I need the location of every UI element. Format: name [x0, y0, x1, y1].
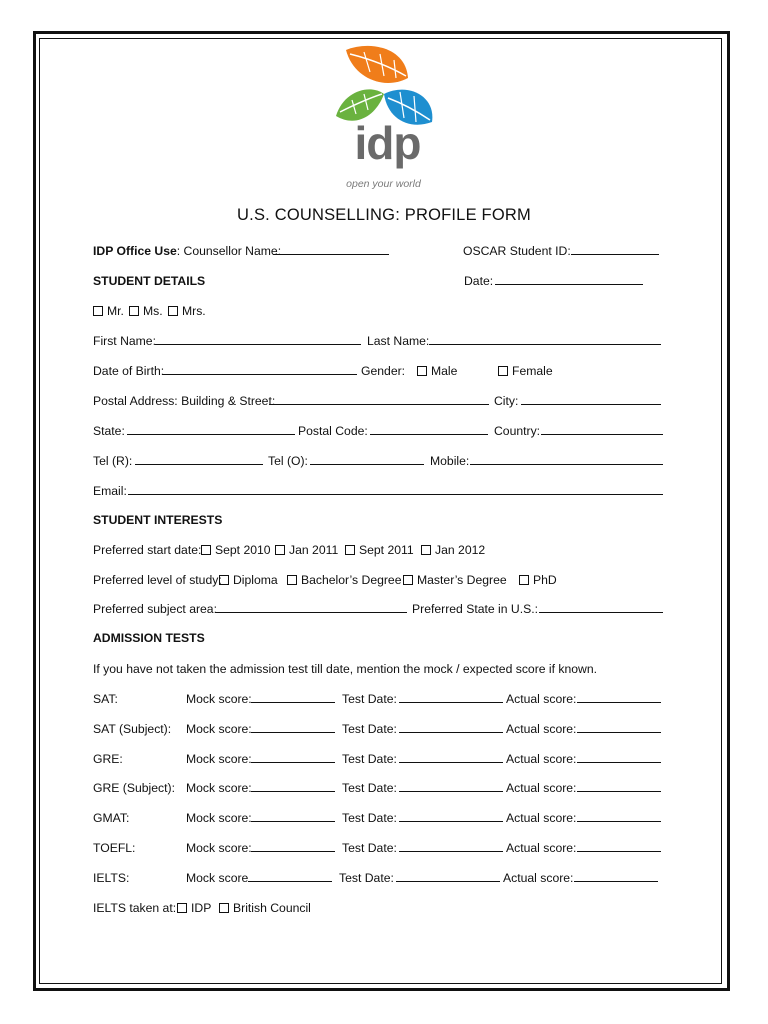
start-option: Sept 2011	[359, 543, 414, 557]
checkbox[interactable]	[177, 903, 187, 913]
subject-row	[93, 600, 668, 618]
tel-row	[93, 452, 668, 470]
mock-score-field[interactable]	[251, 720, 335, 733]
postal-code-label: Postal Code:	[298, 424, 368, 438]
last-name-label: Last Name:	[367, 334, 430, 348]
postal-label: Postal Address: Building & Street:	[93, 394, 276, 408]
mock-score-label: Mock score:	[186, 781, 252, 795]
first-name-label: First Name:	[93, 334, 156, 348]
checkbox[interactable]	[345, 545, 355, 555]
test-name: IELTS:	[93, 871, 130, 885]
state-row	[93, 422, 668, 440]
test-name: TOEFL:	[93, 841, 136, 855]
level-option: PhD	[533, 573, 557, 587]
actual-score-field[interactable]	[574, 869, 658, 882]
office-use-heading: IDP Office Use	[93, 244, 177, 258]
actual-score-field[interactable]	[577, 690, 661, 703]
tel-r-label: Tel (R):	[93, 454, 133, 468]
test-date-label: Test Date:	[339, 871, 394, 885]
ielts-at-row	[93, 899, 668, 917]
actual-score-field[interactable]	[577, 720, 661, 733]
mock-score-field[interactable]	[251, 779, 335, 792]
first-name-field[interactable]	[155, 332, 361, 345]
test-row	[93, 750, 668, 768]
title-option: Mrs.	[182, 304, 206, 318]
title-options-row	[93, 302, 668, 320]
state-label: State:	[93, 424, 125, 438]
test-name: GRE:	[93, 752, 123, 766]
admission-note-row	[93, 660, 668, 678]
mobile-label: Mobile:	[430, 454, 470, 468]
orange-leaf	[346, 46, 408, 83]
counsellor-label: : Counsellor Name:	[176, 244, 282, 258]
subject-label: Preferred subject area:	[93, 602, 217, 616]
actual-score-field[interactable]	[577, 839, 661, 852]
postal-code-field[interactable]	[370, 422, 488, 435]
test-name: SAT:	[93, 692, 118, 706]
test-date-field[interactable]	[399, 750, 503, 763]
checkbox[interactable]	[201, 545, 211, 555]
actual-score-label: Actual score:	[506, 722, 577, 736]
mock-score-field[interactable]	[251, 750, 335, 763]
gender-label: Gender:	[361, 364, 406, 378]
tel-o-field[interactable]	[310, 452, 424, 465]
start-option: Jan 2011	[289, 543, 339, 557]
checkbox[interactable]	[93, 306, 103, 316]
admission-tests-row	[93, 629, 668, 647]
oscar-label: OSCAR Student ID:	[463, 244, 571, 258]
actual-score-label: Actual score:	[506, 692, 577, 706]
postal-field[interactable]	[269, 392, 489, 405]
email-row	[93, 482, 668, 500]
student-interests-row	[93, 511, 668, 529]
mock-score-label: Mock score:	[186, 722, 252, 736]
office-use-row	[93, 242, 668, 260]
test-date-label: Test Date:	[342, 811, 397, 825]
test-date-field[interactable]	[399, 839, 503, 852]
actual-score-label: Actual score:	[503, 871, 574, 885]
test-date-label: Test Date:	[342, 692, 397, 706]
title-option: Ms.	[143, 304, 163, 318]
checkbox[interactable]	[219, 903, 229, 913]
checkbox[interactable]	[417, 366, 427, 376]
title-option: Mr.	[107, 304, 124, 318]
test-date-field[interactable]	[399, 690, 503, 703]
dob-gender-row	[93, 362, 668, 380]
tel-o-label: Tel (O):	[268, 454, 308, 468]
mock-score-label: Mock score:	[186, 841, 252, 855]
test-name: SAT (Subject):	[93, 722, 172, 736]
country-field[interactable]	[541, 422, 663, 435]
mock-score-label: Mock score:	[186, 692, 252, 706]
preferred-state-label: Preferred State in U.S.:	[412, 602, 538, 616]
actual-score-label: Actual score:	[506, 841, 577, 855]
mock-score-field[interactable]	[251, 839, 335, 852]
email-label: Email:	[93, 484, 127, 498]
mobile-field[interactable]	[470, 452, 663, 465]
city-field[interactable]	[521, 392, 661, 405]
test-name: GRE (Subject):	[93, 781, 175, 795]
test-row	[93, 690, 668, 708]
mock-score-field[interactable]	[251, 690, 335, 703]
mock-score-field[interactable]	[251, 809, 335, 822]
country-label: Country:	[494, 424, 541, 438]
preferred-state-field[interactable]	[539, 600, 663, 613]
admission-note: If you have not taken the admission test till date, mention the mock / expected score if known.	[93, 662, 598, 676]
oscar-id-field[interactable]	[571, 242, 659, 255]
actual-score-field[interactable]	[577, 779, 661, 792]
checkbox[interactable]	[403, 575, 413, 585]
form-title: U.S. COUNSELLING: PROFILE FORM	[237, 206, 531, 224]
test-row	[93, 720, 668, 738]
test-name: GMAT:	[93, 811, 130, 825]
city-label: City:	[494, 394, 519, 408]
checkbox[interactable]	[168, 306, 178, 316]
level-row	[93, 571, 668, 589]
test-row	[93, 809, 668, 827]
postal-row	[93, 392, 668, 410]
logo-wordmark: idp	[354, 117, 421, 169]
counsellor-name-field[interactable]	[273, 242, 389, 255]
actual-score-field[interactable]	[577, 809, 661, 822]
test-date-field[interactable]	[399, 809, 503, 822]
mock-score-label: Mock score:	[186, 811, 252, 825]
actual-score-field[interactable]	[577, 750, 661, 763]
ielts-at-option: IDP	[191, 901, 212, 915]
mock-score-label: Mock score	[186, 871, 249, 885]
tel-r-field[interactable]	[135, 452, 263, 465]
level-option: Bachelor’s Degree	[301, 573, 402, 587]
start-date-row	[93, 541, 668, 559]
checkbox[interactable]	[519, 575, 529, 585]
dob-field[interactable]	[163, 362, 357, 375]
female-option: Female	[512, 364, 553, 378]
date-label: Date:	[464, 274, 494, 288]
test-date-label: Test Date:	[342, 841, 397, 855]
ielts-at-option: British Council	[233, 901, 311, 915]
checkbox[interactable]	[129, 306, 139, 316]
email-field[interactable]	[128, 482, 663, 495]
checkbox[interactable]	[421, 545, 431, 555]
checkbox[interactable]	[219, 575, 229, 585]
subject-field[interactable]	[215, 600, 407, 613]
state-field[interactable]	[127, 422, 295, 435]
date-field[interactable]	[495, 272, 643, 285]
actual-score-label: Actual score:	[506, 781, 577, 795]
test-row	[93, 779, 668, 797]
student-interests-heading: STUDENT INTERESTS	[93, 513, 223, 527]
actual-score-label: Actual score:	[506, 752, 577, 766]
student-details-row	[93, 272, 668, 290]
mock-score-label: Mock score:	[186, 752, 252, 766]
idp-logo	[326, 38, 441, 193]
logo-tagline: open your world	[346, 178, 421, 190]
test-row	[93, 869, 668, 887]
admission-tests-heading: ADMISSION TESTS	[93, 631, 205, 645]
test-date-label: Test Date:	[342, 752, 397, 766]
level-label: Preferred level of study:	[93, 573, 222, 587]
mock-score-field[interactable]	[248, 869, 332, 882]
test-date-label: Test Date:	[342, 722, 397, 736]
level-option: Master’s Degree	[417, 573, 507, 587]
start-option: Sept 2010	[215, 543, 271, 557]
test-date-field[interactable]	[396, 869, 500, 882]
student-details-heading: STUDENT DETAILS	[93, 274, 206, 288]
start-date-label: Preferred start date:	[93, 543, 202, 557]
name-row	[93, 332, 668, 350]
test-date-field[interactable]	[399, 779, 503, 792]
last-name-field[interactable]	[429, 332, 661, 345]
test-date-field[interactable]	[399, 720, 503, 733]
start-option: Jan 2012	[435, 543, 486, 557]
dob-label: Date of Birth:	[93, 364, 165, 378]
ielts-at-label: IELTS taken at:	[93, 901, 177, 915]
checkbox[interactable]	[275, 545, 285, 555]
level-option: Diploma	[233, 573, 278, 587]
actual-score-label: Actual score:	[506, 811, 577, 825]
test-date-label: Test Date:	[342, 781, 397, 795]
test-row	[93, 839, 668, 857]
checkbox[interactable]	[287, 575, 297, 585]
male-option: Male	[431, 364, 458, 378]
checkbox[interactable]	[498, 366, 508, 376]
